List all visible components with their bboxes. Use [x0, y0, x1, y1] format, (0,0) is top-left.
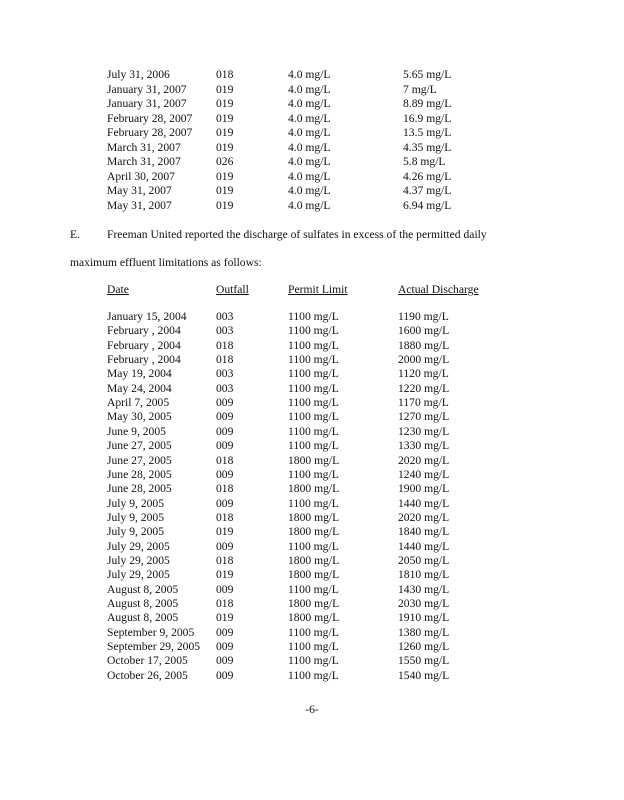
cell-date: August 8, 2005 [107, 611, 179, 625]
cell-permit-limit: 4.0 mg/L [288, 184, 331, 197]
cell-outfall: 018 [216, 68, 234, 81]
cell-permit-limit: 1800 mg/L [288, 453, 340, 467]
cell-permit-limit: 1100 mg/L [288, 496, 339, 510]
cell-date: May 19, 2004 [107, 367, 172, 381]
cell-actual-discharge: 1810 mg/L [398, 568, 450, 582]
cell-date: June 9, 2005 [107, 424, 166, 438]
cell-actual-discharge: 1840 mg/L [398, 525, 450, 539]
cell-actual-discharge: 2000 mg/L [398, 353, 450, 367]
cell-actual-discharge: 1440 mg/L [398, 539, 450, 553]
cell-permit-limit: 4.0 mg/L [288, 126, 331, 139]
cell-actual-discharge: 1260 mg/L [398, 640, 450, 654]
cell-actual-discharge: 1380 mg/L [398, 625, 450, 639]
cell-outfall: 009 [216, 467, 234, 481]
cell-date: May 31, 2007 [107, 198, 172, 212]
cell-actual-discharge: 1330 mg/L [398, 439, 450, 453]
cell-permit-limit: 4.0 mg/L [288, 198, 331, 212]
cell-outfall: 009 [216, 439, 234, 453]
cell-outfall: 019 [216, 184, 234, 197]
cell-outfall: 009 [216, 424, 234, 438]
cell-outfall: 009 [216, 654, 234, 668]
cell-date: February , 2004 [107, 324, 181, 338]
cell-permit-limit: 4.0 mg/L [288, 97, 331, 110]
cell-actual-discharge: 2020 mg/L [398, 510, 450, 524]
cell-permit-limit: 4.0 mg/L [288, 111, 331, 125]
cell-date: April 30, 2007 [107, 169, 175, 183]
header-outfall: Outfall [216, 283, 249, 296]
cell-permit-limit: 1800 mg/L [288, 482, 340, 496]
cell-permit-limit: 1100 mg/L [288, 353, 339, 367]
cell-outfall: 018 [216, 510, 234, 524]
cell-date: July 29, 2005 [107, 568, 170, 582]
cell-date: July 29, 2005 [107, 553, 170, 567]
cell-outfall: 009 [216, 539, 234, 553]
cell-permit-limit: 1100 mg/L [288, 424, 339, 438]
cell-permit-limit: 4.0 mg/L [288, 68, 331, 81]
cell-actual-discharge: 1240 mg/L [398, 467, 450, 481]
cell-outfall: 019 [216, 611, 234, 625]
cell-outfall: 019 [216, 97, 234, 110]
cell-actual-discharge: 2050 mg/L [398, 553, 450, 567]
cell-permit-limit: 1800 mg/L [288, 611, 340, 625]
cell-date: April 7, 2005 [107, 396, 170, 410]
cell-date: March 31, 2007 [107, 155, 181, 168]
cell-actual-discharge: 1550 mg/L [398, 654, 450, 668]
cell-date: May 24, 2004 [107, 381, 172, 395]
cell-permit-limit: 1100 mg/L [288, 654, 339, 668]
cell-outfall: 019 [216, 140, 234, 154]
cell-permit-limit: 1100 mg/L [288, 539, 339, 553]
cell-outfall: 003 [216, 324, 234, 338]
cell-date: July 9, 2005 [107, 525, 165, 539]
cell-actual-discharge: 2030 mg/L [398, 597, 450, 610]
cell-permit-limit: 1100 mg/L [288, 640, 339, 654]
cell-permit-limit: 1100 mg/L [288, 367, 339, 381]
cell-actual-discharge: 1170 mg/L [398, 396, 449, 410]
cell-outfall: 018 [216, 597, 234, 610]
cell-date: July 31, 2006 [107, 68, 170, 81]
cell-outfall: 019 [216, 525, 234, 539]
page-number: -6- [305, 703, 319, 716]
cell-permit-limit: 1100 mg/L [288, 381, 339, 395]
cell-permit-limit: 4.0 mg/L [288, 140, 331, 154]
cell-actual-discharge: 1600 mg/L [398, 324, 450, 338]
cell-outfall: 019 [216, 198, 234, 212]
cell-actual-discharge: 4.37 mg/L [403, 184, 452, 197]
cell-outfall: 009 [216, 496, 234, 510]
cell-outfall: 018 [216, 482, 234, 496]
cell-permit-limit: 1100 mg/L [288, 410, 339, 424]
cell-outfall: 019 [216, 169, 234, 183]
cell-outfall: 019 [216, 568, 234, 582]
cell-outfall: 003 [216, 367, 234, 381]
header-actual-discharge: Actual Discharge [398, 283, 479, 296]
cell-permit-limit: 1800 mg/L [288, 597, 340, 610]
cell-permit-limit: 4.0 mg/L [288, 82, 331, 96]
cell-date: July 29, 2005 [107, 539, 170, 553]
cell-actual-discharge: 8.89 mg/L [403, 97, 452, 110]
cell-actual-discharge: 1440 mg/L [398, 496, 450, 510]
cell-date: August 8, 2005 [107, 582, 179, 596]
cell-date: June 27, 2005 [107, 439, 172, 453]
section-e-text-line2: maximum effluent limitations as follows: [70, 256, 262, 269]
cell-permit-limit: 1800 mg/L [288, 525, 340, 539]
header-permit-limit: Permit Limit [288, 283, 348, 296]
cell-actual-discharge: 1270 mg/L [398, 410, 450, 424]
cell-actual-discharge: 5.65 mg/L [403, 68, 452, 81]
cell-actual-discharge: 1900 mg/L [398, 482, 450, 496]
cell-outfall: 018 [216, 338, 234, 352]
cell-actual-discharge: 1220 mg/L [398, 381, 450, 395]
cell-date: January 31, 2007 [107, 82, 187, 96]
cell-permit-limit: 1800 mg/L [288, 510, 340, 524]
cell-actual-discharge: 2020 mg/L [398, 453, 450, 467]
cell-date: September 9, 2005 [107, 625, 195, 639]
cell-date: May 30, 2005 [107, 410, 172, 424]
cell-outfall: 026 [216, 155, 234, 168]
cell-date: August 8, 2005 [107, 597, 179, 610]
cell-date: February 28, 2007 [107, 111, 193, 125]
header-date: Date [107, 283, 129, 296]
cell-actual-discharge: 1120 mg/L [398, 367, 449, 381]
cell-date: October 26, 2005 [107, 668, 188, 682]
cell-outfall: 019 [216, 126, 234, 139]
cell-permit-limit: 1100 mg/L [288, 582, 339, 596]
cell-outfall: 009 [216, 582, 234, 596]
cell-date: June 28, 2005 [107, 482, 172, 496]
cell-date: July 9, 2005 [107, 510, 165, 524]
cell-permit-limit: 1100 mg/L [288, 668, 339, 682]
cell-outfall: 009 [216, 668, 234, 682]
cell-actual-discharge: 13.5 mg/L [403, 126, 452, 139]
cell-date: March 31, 2007 [107, 140, 181, 154]
cell-outfall: 009 [216, 625, 234, 639]
cell-actual-discharge: 1430 mg/L [398, 582, 450, 596]
cell-permit-limit: 1100 mg/L [288, 310, 339, 323]
cell-date: February , 2004 [107, 338, 181, 352]
cell-outfall: 003 [216, 310, 234, 323]
cell-outfall: 018 [216, 553, 234, 567]
cell-outfall: 018 [216, 353, 234, 367]
cell-outfall: 018 [216, 453, 234, 467]
cell-permit-limit: 4.0 mg/L [288, 155, 331, 168]
cell-date: June 28, 2005 [107, 467, 172, 481]
cell-date: May 31, 2007 [107, 184, 172, 197]
cell-date: February , 2004 [107, 353, 181, 367]
cell-permit-limit: 1800 mg/L [288, 553, 340, 567]
cell-permit-limit: 1100 mg/L [288, 467, 339, 481]
cell-actual-discharge: 16.9 mg/L [403, 111, 452, 125]
section-letter: E. [70, 228, 80, 241]
section-e-text-line1: Freeman United reported the discharge of sulfates in excess of the permitted daily [107, 228, 487, 241]
cell-date: July 9, 2005 [107, 496, 165, 510]
cell-date: February 28, 2007 [107, 126, 193, 139]
cell-date: January 31, 2007 [107, 97, 187, 110]
cell-date: September 29, 2005 [107, 640, 201, 654]
cell-date: June 27, 2005 [107, 453, 172, 467]
cell-actual-discharge: 1880 mg/L [398, 338, 450, 352]
cell-permit-limit: 1100 mg/L [288, 439, 339, 453]
cell-actual-discharge: 1910 mg/L [398, 611, 450, 625]
cell-date: January 15, 2004 [107, 310, 187, 323]
cell-actual-discharge: 1190 mg/L [398, 310, 449, 323]
cell-actual-discharge: 4.26 mg/L [403, 169, 452, 183]
cell-actual-discharge: 1540 mg/L [398, 668, 450, 682]
cell-outfall: 003 [216, 381, 234, 395]
cell-actual-discharge: 1230 mg/L [398, 424, 450, 438]
cell-actual-discharge: 4.35 mg/L [403, 140, 452, 154]
cell-permit-limit: 4.0 mg/L [288, 169, 331, 183]
cell-outfall: 009 [216, 410, 234, 424]
cell-actual-discharge: 7 mg/L [403, 82, 437, 96]
cell-outfall: 019 [216, 82, 234, 96]
cell-permit-limit: 1100 mg/L [288, 396, 339, 410]
cell-outfall: 019 [216, 111, 234, 125]
cell-permit-limit: 1100 mg/L [288, 625, 339, 639]
cell-permit-limit: 1100 mg/L [288, 324, 339, 338]
cell-date: October 17, 2005 [107, 654, 188, 668]
cell-outfall: 009 [216, 396, 234, 410]
cell-outfall: 009 [216, 640, 234, 654]
cell-actual-discharge: 5.8 mg/L [403, 155, 446, 168]
cell-actual-discharge: 6.94 mg/L [403, 198, 452, 212]
cell-permit-limit: 1100 mg/L [288, 338, 339, 352]
cell-permit-limit: 1800 mg/L [288, 568, 340, 582]
